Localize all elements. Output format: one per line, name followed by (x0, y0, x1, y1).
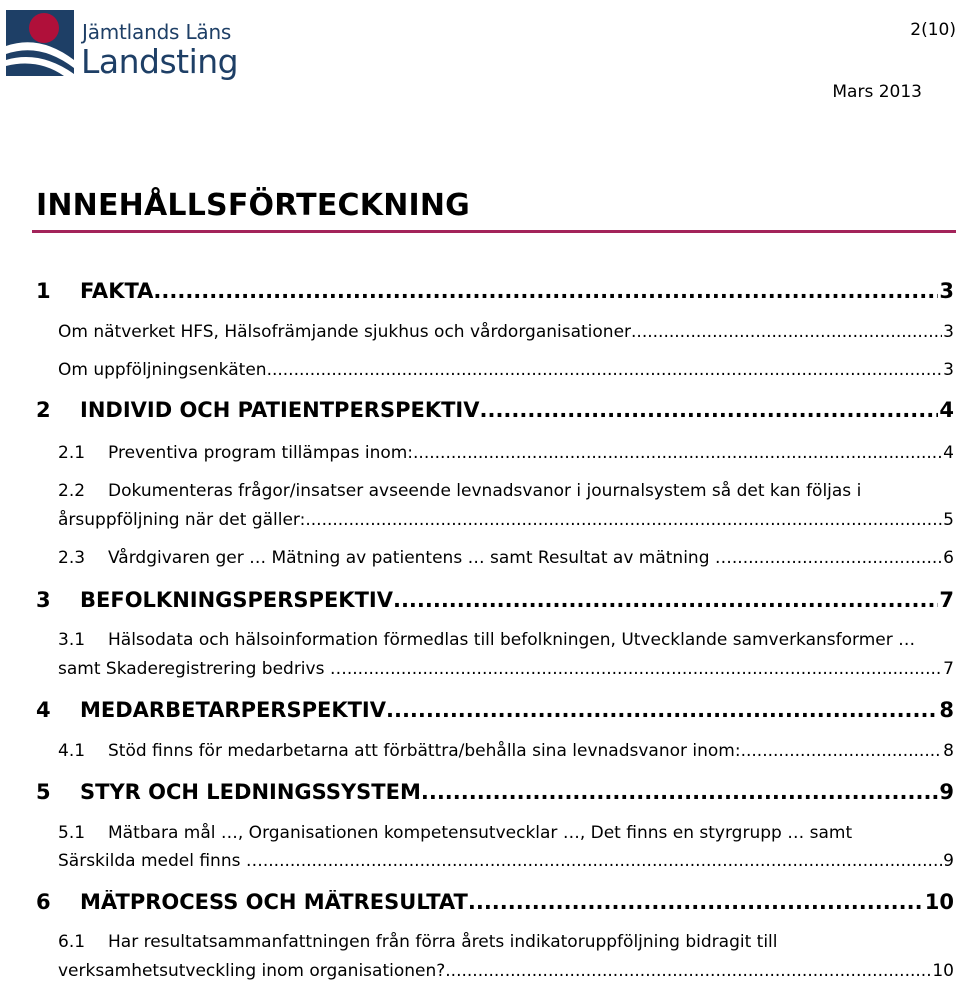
toc-entry-6-1-continued[interactable] (58, 961, 954, 981)
toc-entry-page: 8 (943, 741, 954, 761)
toc-dot-leader (631, 322, 942, 342)
toc-entry-title-continued: Särskilda medel finns … (58, 851, 263, 871)
toc-entry-title-continued: årsuppföljning när det gäller: (58, 510, 306, 530)
toc-dot-leader (305, 510, 942, 530)
toc-dot-leader (153, 279, 938, 303)
toc-entry-5[interactable] (36, 780, 954, 804)
toc-entry-page: 7 (943, 659, 954, 679)
toc-dot-leader (468, 890, 924, 914)
toc-entry-2-1[interactable] (58, 443, 954, 463)
toc-entry-4-1[interactable] (58, 741, 954, 761)
toc-entry-title: Om nätverket HFS, Hälsofrämjande sjukhus och vårdorganisationer (58, 322, 632, 342)
toc-entry-page: 5 (943, 510, 954, 530)
toc-entry-6[interactable] (36, 890, 954, 914)
toc-entry-om-natverket[interactable] (58, 322, 954, 342)
toc-entry-title: MÄTPROCESS OCH MÄTRESULTAT (80, 890, 468, 914)
toc-entry-number: 2.3 (58, 548, 86, 568)
toc-entry-title: INDIVID OCH PATIENTPERSPEKTIV (80, 398, 480, 422)
toc-entry-page: 8 (939, 698, 954, 722)
document-date: Mars 2013 (832, 82, 922, 102)
toc-entry-number: 3 (36, 588, 51, 612)
toc-entry-2-2[interactable] (58, 481, 954, 501)
toc-dot-leader (393, 588, 938, 612)
toc-entry-title: STYR OCH LEDNINGSSYSTEM (80, 780, 421, 804)
toc-entry-5-1-continued[interactable] (58, 851, 954, 871)
toc-entry-2-2-continued[interactable] (58, 510, 954, 530)
toc-entry-title: Om uppföljningsenkäten (58, 360, 267, 380)
toc-entry-number: 3.1 (58, 630, 86, 650)
toc-entry-page: 3 (943, 360, 954, 380)
toc-entry-1[interactable] (36, 279, 954, 303)
toc-entry-title: Vårdgivaren ger … Mätning av patientens … samt Resultat av mätning … (108, 548, 732, 568)
toc-entry-number: 2 (36, 398, 51, 422)
toc-entry-number: 6 (36, 890, 51, 914)
landsting-logo (4, 6, 244, 82)
page-number: 2(10) (910, 20, 956, 40)
toc-heading: INNEHÅLLSFÖRTECKNING (36, 188, 471, 223)
toc-entry-title: BEFOLKNINGSPERSPEKTIV (80, 588, 393, 612)
toc-dot-leader (347, 659, 942, 679)
toc-entry-2[interactable] (36, 398, 954, 422)
toc-entry-page: 4 (939, 398, 954, 422)
toc-dot-leader (741, 741, 943, 761)
toc-entry-2-3[interactable] (58, 548, 954, 568)
toc-entry-title: Har resultatsammanfattningen från förra årets indikatoruppföljning bidragit till (108, 932, 778, 952)
toc-entry-om-uppfoljningsenkaten[interactable] (58, 360, 954, 380)
toc-entry-page: 3 (939, 279, 954, 303)
toc-entry-page: 7 (939, 588, 954, 612)
toc-dot-leader (732, 548, 942, 568)
toc-entry-6-1[interactable] (58, 932, 954, 952)
toc-entry-page: 9 (939, 780, 954, 804)
toc-entry-number: 6.1 (58, 932, 86, 952)
toc-dot-leader (267, 360, 943, 380)
toc-dot-leader (413, 443, 942, 463)
toc-entry-page: 10 (932, 961, 954, 981)
toc-dot-leader (386, 698, 938, 722)
toc-entry-title: Preventiva program tillämpas inom: (108, 443, 414, 463)
toc-entry-title: Dokumenteras frågor/insatser avseende levnadsvanor i journalsystem så det kan följas i (108, 481, 862, 501)
heading-divider (32, 230, 956, 233)
toc-entry-title: Stöd finns för medarbetarna att förbättra/behålla sina levnadsvanor inom: (108, 741, 741, 761)
toc-entry-3[interactable] (36, 588, 954, 612)
toc-entry-number: 2.1 (58, 443, 86, 463)
toc-entry-number: 4 (36, 698, 51, 722)
toc-entry-title: Hälsodata och hälsoinformation förmedlas till befolkningen, Utvecklande samverkansformer … (108, 630, 916, 650)
toc-entry-3-1-continued[interactable] (58, 659, 954, 679)
toc-entry-number: 5.1 (58, 823, 86, 843)
toc-entry-title: MEDARBETARPERSPEKTIV (80, 698, 386, 722)
toc-entry-page: 3 (943, 322, 954, 342)
toc-dot-leader (421, 780, 939, 804)
toc-entry-number: 4.1 (58, 741, 86, 761)
toc-entry-title-continued: verksamhetsutveckling inom organisationen? (58, 961, 446, 981)
toc-entry-3-1[interactable] (58, 630, 954, 650)
toc-entry-title: Mätbara mål …, Organisationen kompetensutvecklar …, Det finns en styrgrupp … samt (108, 823, 853, 843)
logo-text-bottom: Landsting (81, 42, 239, 81)
toc-entry-5-1[interactable] (58, 823, 954, 843)
toc-dot-leader (480, 398, 939, 422)
logo-text-top: Jämtlands Läns (82, 20, 232, 44)
toc-dot-leader (445, 961, 931, 981)
toc-entry-page: 6 (943, 548, 954, 568)
toc-entry-title: FAKTA (80, 279, 154, 303)
toc-dot-leader (263, 851, 942, 871)
toc-entry-number: 2.2 (58, 481, 86, 501)
logo-emblem-icon (4, 8, 76, 78)
toc-entry-page: 10 (924, 890, 954, 914)
toc-entry-number: 5 (36, 780, 51, 804)
toc-entry-number: 1 (36, 279, 51, 303)
toc-entry-page: 9 (943, 851, 954, 871)
toc-entry-title-continued: samt Skaderegistrering bedrivs … (58, 659, 347, 679)
toc-entry-page: 4 (943, 443, 954, 463)
toc-entry-4[interactable] (36, 698, 954, 722)
